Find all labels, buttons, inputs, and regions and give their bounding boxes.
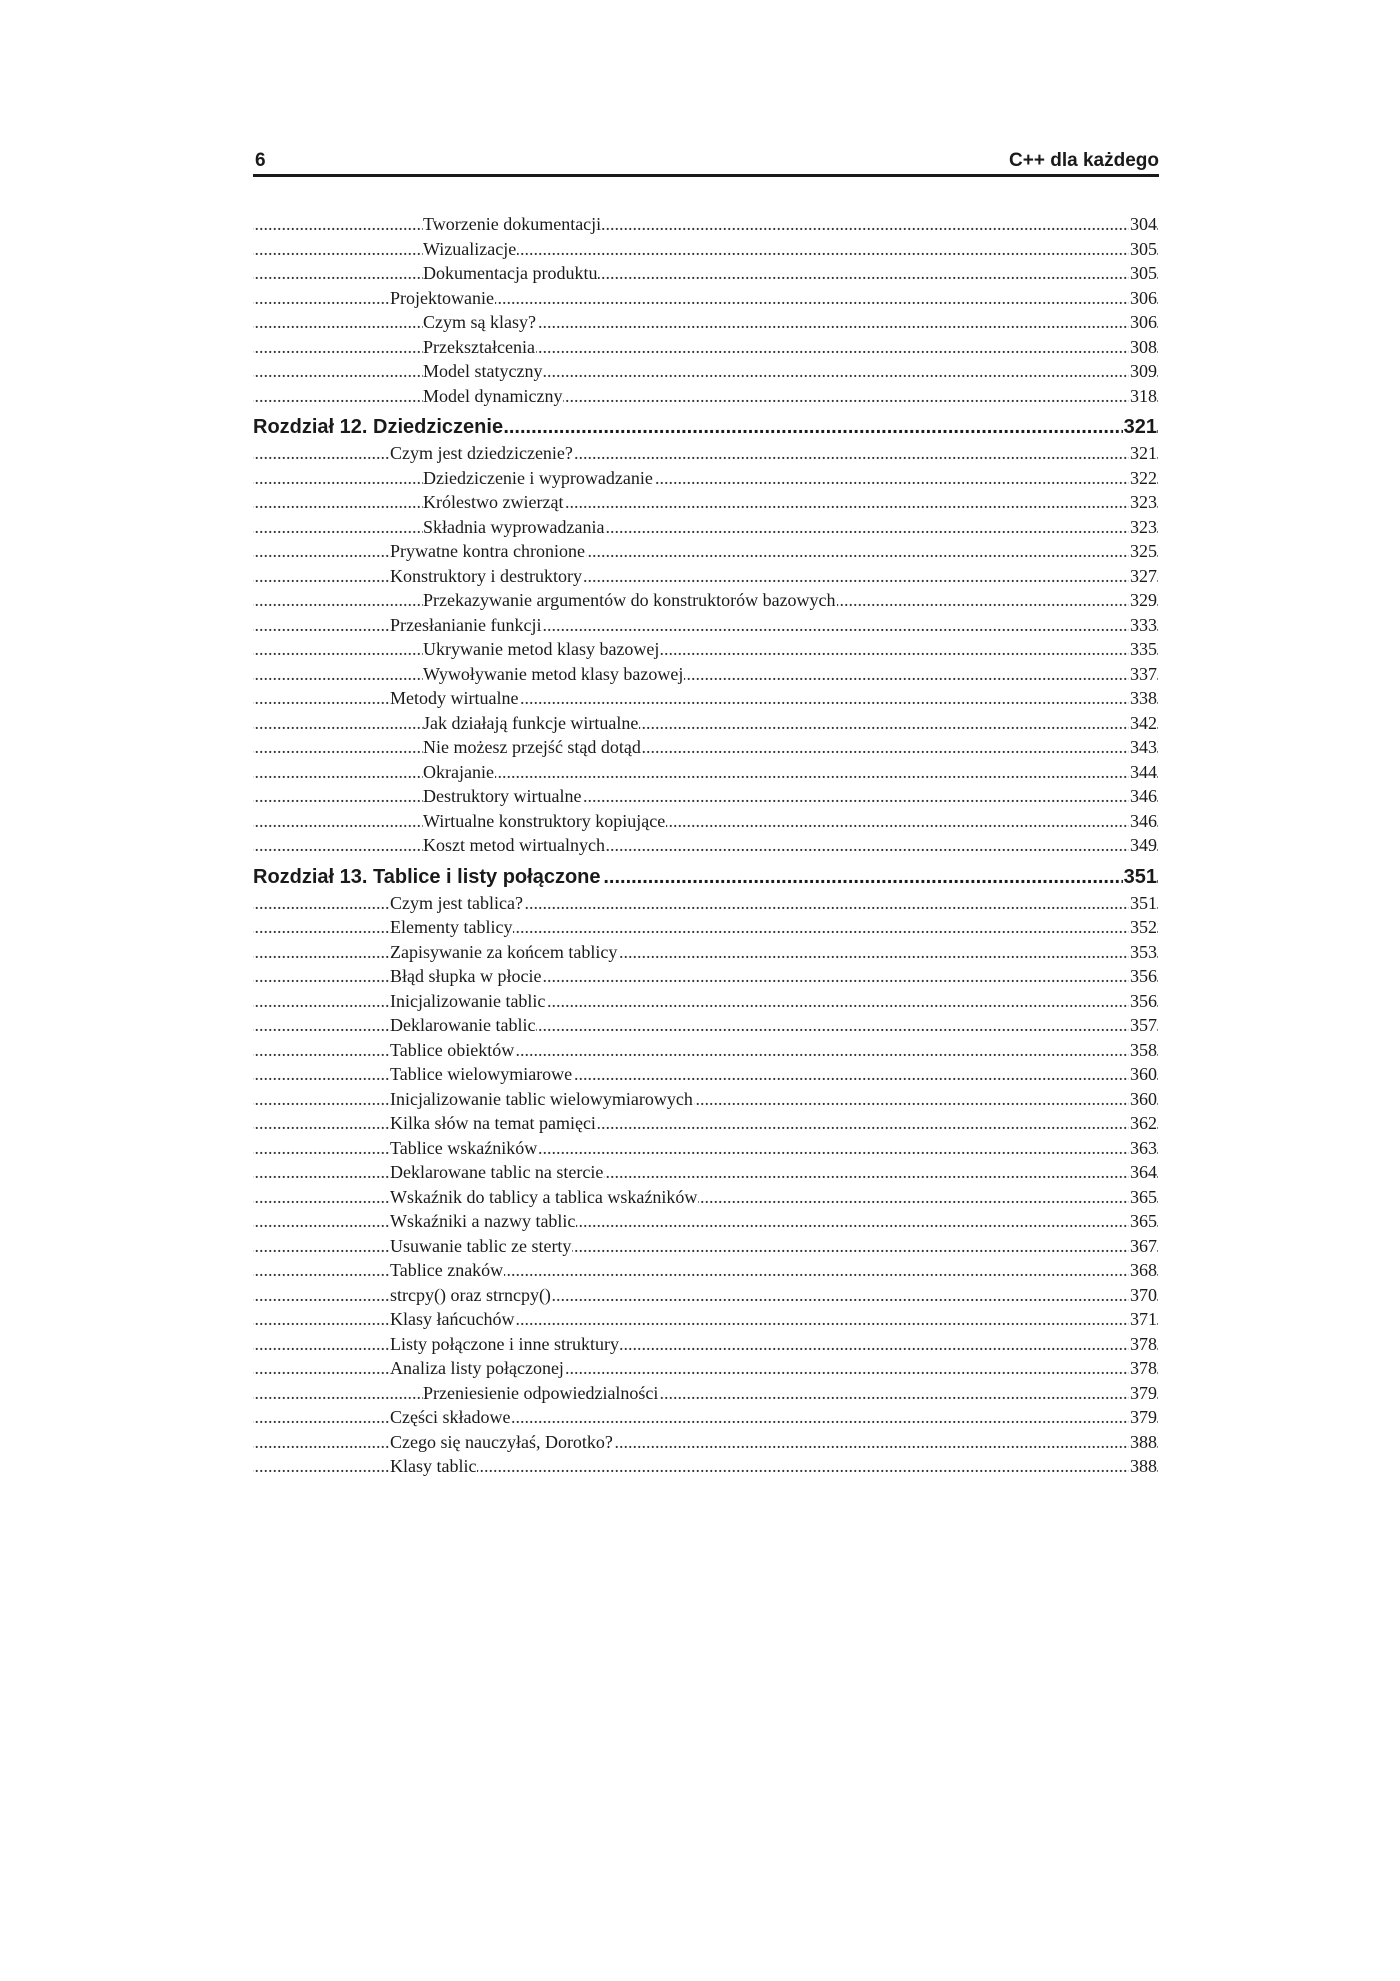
toc-page-number: 338 <box>1129 686 1157 711</box>
toc-entry-title: Nie możesz przejść stąd dotąd <box>423 737 641 757</box>
toc-entry-row <box>253 1234 1159 1259</box>
toc-entry-row <box>253 1087 1159 1112</box>
toc-entry-row <box>253 891 1159 916</box>
toc-entry-title: Koszt metod wirtualnych <box>423 835 605 855</box>
toc-entry-row <box>253 1062 1159 1087</box>
toc-page-number: 329 <box>1129 588 1157 613</box>
toc-page-number: 333 <box>1129 613 1157 638</box>
toc-entry-row <box>253 1454 1159 1479</box>
toc-entry-title: Przekazywanie argumentów do konstruktorów bazowych <box>423 590 836 610</box>
toc-entry-title: Królestwo zwierząt <box>423 492 564 512</box>
toc-entry-title: strcpy() oraz strncpy() <box>390 1284 551 1305</box>
toc-entry-title: Inicjalizowanie tablic wielowymiarowych <box>390 1088 693 1109</box>
toc-page-number: 335 <box>1129 637 1157 662</box>
toc-entry-title: Błąd słupka w płocie <box>390 966 542 986</box>
toc-entry-row <box>253 1185 1159 1210</box>
toc-entry-row <box>253 686 1159 711</box>
toc-entry-title: Tablice wielowymiarowe <box>390 1064 573 1084</box>
table-of-contents <box>253 212 1159 1479</box>
toc-page-number: 325 <box>1129 539 1157 564</box>
toc-entry-title: Wizualizacje <box>423 238 517 259</box>
toc-entry-row <box>253 359 1159 384</box>
toc-entry-row <box>253 515 1159 540</box>
toc-entry-row <box>253 261 1159 286</box>
toc-entry-row <box>253 1430 1159 1455</box>
toc-entry-row <box>253 466 1159 491</box>
toc-page-number: 344 <box>1129 760 1157 785</box>
toc-entry-title: Model statyczny <box>423 361 543 381</box>
toc-entry-row <box>253 237 1159 262</box>
toc-entry-title: Ukrywanie metod klasy bazowej <box>423 639 660 659</box>
toc-entry-row <box>253 809 1159 834</box>
toc-entry-title: Wirtualne konstruktory kopiujące <box>423 810 666 831</box>
toc-page-number: 388 <box>1129 1430 1157 1455</box>
toc-entry-row <box>253 613 1159 638</box>
toc-page-number: 305 <box>1129 237 1157 262</box>
toc-page-number: 306 <box>1129 286 1157 311</box>
toc-entry-title: Jak działają funkcje wirtualne <box>423 712 639 733</box>
chapter-title: Rozdział 12. Dziedziczenie <box>253 416 504 438</box>
toc-page-number: 327 <box>1129 564 1157 589</box>
toc-entry-row <box>253 1258 1159 1283</box>
toc-entry-title: Konstruktory i destruktory <box>390 565 582 586</box>
toc-page-number: 309 <box>1129 359 1157 384</box>
toc-entry-row <box>253 1332 1159 1357</box>
toc-entry-row <box>253 1038 1159 1063</box>
toc-entry-row <box>253 1160 1159 1185</box>
toc-entry-row <box>253 1111 1159 1136</box>
toc-entry-title: Deklarowanie tablic <box>390 1015 536 1035</box>
toc-page-number: 370 <box>1129 1283 1157 1308</box>
toc-entry-title: Tablice wskaźników <box>390 1137 538 1158</box>
toc-page-number: 357 <box>1129 1013 1157 1038</box>
toc-page-number: 351 <box>1123 864 1157 891</box>
toc-entry-title: Klasy łańcuchów <box>390 1309 515 1329</box>
toc-entry-title: Tablice obiektów <box>390 1039 515 1060</box>
toc-entry-row <box>253 286 1159 311</box>
toc-entry-row <box>253 564 1159 589</box>
toc-page-number: 349 <box>1129 833 1157 858</box>
toc-entry-row <box>253 760 1159 785</box>
toc-entry-title: Przeniesienie odpowiedzialności <box>423 1382 659 1403</box>
toc-entry-row <box>253 310 1159 335</box>
toc-entry-title: Listy połączone i inne struktury <box>390 1333 619 1354</box>
chapter-title: Rozdział 13. Tablice i listy połączone <box>253 865 601 888</box>
toc-entry-title: Elementy tablicy <box>390 917 513 937</box>
toc-page-number: 321 <box>1123 414 1157 441</box>
toc-entry-row <box>253 1283 1159 1308</box>
toc-page-number: 363 <box>1129 1136 1157 1161</box>
toc-page-number: 356 <box>1129 964 1157 989</box>
toc-page-number: 308 <box>1129 335 1157 360</box>
toc-entry-row <box>253 940 1159 965</box>
toc-entry-title: Inicjalizowanie tablic <box>390 990 546 1011</box>
toc-page-number: 360 <box>1129 1062 1157 1087</box>
toc-entry-title: Prywatne kontra chronione <box>390 541 585 561</box>
toc-entry-row <box>253 490 1159 515</box>
toc-entry-title: Czym jest dziedziczenie? <box>390 443 573 463</box>
toc-entry-row <box>253 662 1159 687</box>
toc-page-number: 323 <box>1129 490 1157 515</box>
toc-entry-title: Przesłanianie funkcji <box>390 614 542 635</box>
toc-entry-row <box>253 212 1159 237</box>
toc-entry-row <box>253 915 1159 940</box>
toc-entry-title: Model dynamiczny <box>423 385 563 406</box>
toc-chapter-row <box>253 864 1159 891</box>
toc-page-number: 379 <box>1129 1405 1157 1430</box>
toc-page-number: 346 <box>1129 809 1157 834</box>
toc-page-number: 353 <box>1129 940 1157 965</box>
toc-entry-row <box>253 384 1159 409</box>
toc-page-number: 352 <box>1129 915 1157 940</box>
toc-page-number: 351 <box>1129 891 1157 916</box>
toc-entry-title: Analiza listy połączonej <box>390 1358 564 1378</box>
toc-page-number: 371 <box>1129 1307 1157 1332</box>
toc-page-number: 337 <box>1129 662 1157 687</box>
toc-entry-row <box>253 784 1159 809</box>
toc-page-number: 321 <box>1129 441 1157 466</box>
toc-entry-row <box>253 735 1159 760</box>
toc-entry-row <box>253 1356 1159 1381</box>
toc-entry-row <box>253 1381 1159 1406</box>
book-title: C++ dla każdego <box>1009 150 1159 171</box>
toc-entry-title: Usuwanie tablic ze sterty <box>390 1235 572 1256</box>
toc-entry-row <box>253 964 1159 989</box>
toc-entry-title: Metody wirtualne <box>390 688 519 708</box>
toc-page-number: 362 <box>1129 1111 1157 1136</box>
toc-entry-row <box>253 335 1159 360</box>
toc-page-number: 318 <box>1129 384 1157 409</box>
toc-page-number: 388 <box>1129 1454 1157 1479</box>
toc-entry-title: Deklarowane tablic na stercie <box>390 1162 604 1182</box>
toc-entry-row <box>253 1013 1159 1038</box>
header-rule <box>253 174 1159 177</box>
toc-page-number: 365 <box>1129 1185 1157 1210</box>
toc-entry-title: Okrajanie <box>423 761 494 782</box>
toc-entry-title: Części składowe <box>390 1407 511 1427</box>
toc-entry-title: Tablice znaków <box>390 1260 504 1280</box>
toc-page-number: 356 <box>1129 989 1157 1014</box>
toc-page-number: 378 <box>1129 1356 1157 1381</box>
toc-entry-title: Przekształcenia <box>423 336 535 357</box>
toc-entry-title: Zapisywanie za końcem tablicy <box>390 941 618 962</box>
toc-entry-row <box>253 539 1159 564</box>
toc-entry-title: Czym jest tablica? <box>390 892 523 913</box>
toc-entry-title: Tworzenie dokumentacji <box>423 214 602 234</box>
toc-chapter-row <box>253 414 1159 441</box>
toc-entry-title: Dziedziczenie i wyprowadzanie <box>423 467 653 488</box>
toc-entry-title: Projektowanie <box>390 287 494 308</box>
toc-entry-row <box>253 441 1159 466</box>
toc-entry-row <box>253 1209 1159 1234</box>
toc-entry-row <box>253 711 1159 736</box>
toc-page-number: 306 <box>1129 310 1157 335</box>
toc-entry-title: Dokumentacja produktu <box>423 263 598 283</box>
toc-entry-title: Czym są klasy? <box>423 312 536 332</box>
toc-page-number: 365 <box>1129 1209 1157 1234</box>
toc-entry-title: Składnia wyprowadzania <box>423 516 605 537</box>
toc-entry-row <box>253 989 1159 1014</box>
toc-page-number: 378 <box>1129 1332 1157 1357</box>
toc-entry-title: Kilka słów na temat pamięci <box>390 1113 596 1133</box>
toc-page-number: 360 <box>1129 1087 1157 1112</box>
toc-entry-row <box>253 637 1159 662</box>
toc-entry-title: Wywoływanie metod klasy bazowej <box>423 663 684 684</box>
page-number: 6 <box>255 150 266 171</box>
toc-page-number: 342 <box>1129 711 1157 736</box>
toc-page-number: 346 <box>1129 784 1157 809</box>
toc-page-number: 367 <box>1129 1234 1157 1259</box>
toc-entry-title: Klasy tablic <box>390 1456 477 1476</box>
toc-page-number: 379 <box>1129 1381 1157 1406</box>
toc-entry-title: Czego się nauczyłaś, Dorotko? <box>390 1431 613 1452</box>
toc-entry-row <box>253 1136 1159 1161</box>
page-header <box>253 146 1159 176</box>
toc-page-number: 305 <box>1129 261 1157 286</box>
toc-page-number: 304 <box>1129 212 1157 237</box>
toc-entry-title: Destruktory wirtualne <box>423 786 582 806</box>
toc-page-number: 343 <box>1129 735 1157 760</box>
toc-entry-row <box>253 588 1159 613</box>
toc-page-number: 364 <box>1129 1160 1157 1185</box>
toc-entry-row <box>253 1405 1159 1430</box>
toc-entry-row <box>253 833 1159 858</box>
toc-page-number: 323 <box>1129 515 1157 540</box>
toc-page-number: 358 <box>1129 1038 1157 1063</box>
toc-entry-title: Wskaźnik do tablicy a tablica wskaźników <box>390 1186 698 1207</box>
toc-entry-row <box>253 1307 1159 1332</box>
toc-page-number: 368 <box>1129 1258 1157 1283</box>
toc-entry-title: Wskaźniki a nazwy tablic <box>390 1211 576 1231</box>
toc-page-number: 322 <box>1129 466 1157 491</box>
